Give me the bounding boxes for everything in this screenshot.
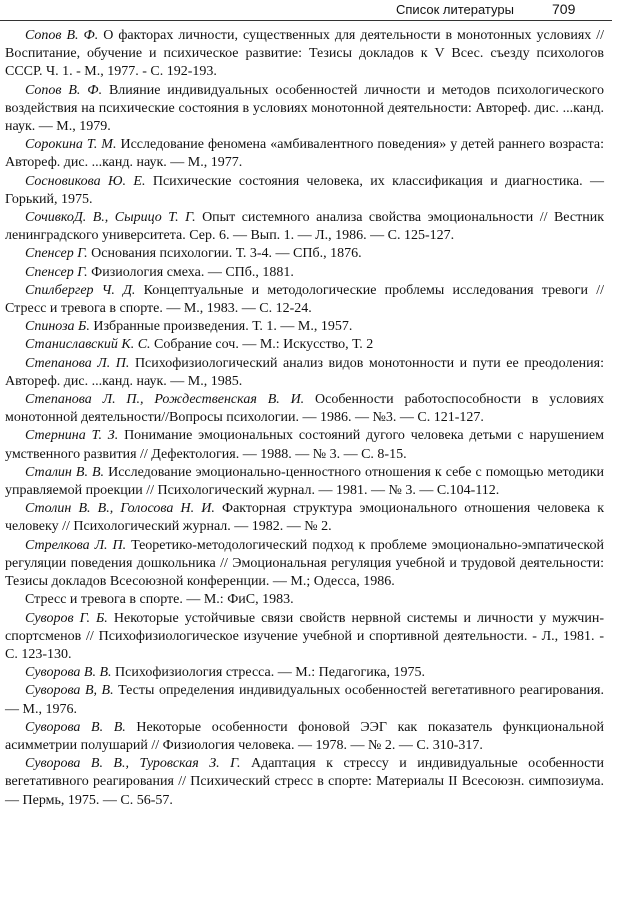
reference-text: Стресс и тревога в спорте. — М.: ФиС, 1983. xyxy=(25,592,294,608)
reference-entry xyxy=(5,427,604,463)
reference-text: Теоретико-методологический подход к проблеме эмоционально-эмпатической регуляции поведения дошкольника // Эмоциональная регуляция учебной и трудовой деятельности: Тезисы докладов Всесоюзной конференции. — М.; Одесса, 1986. xyxy=(5,537,604,590)
reference-entry xyxy=(5,755,604,810)
page-header xyxy=(0,0,620,22)
reference-text: О факторах личности, существенных для деятельности в монотонных условиях //Воспитание, обучение и психическое развитие: Тезисы докладов к V Всес. съезду психологов СССР. Ч. 1. - М., 1977. - С. 192-193. xyxy=(5,28,605,80)
reference-text: Основания психологии. Т. 3-4. — СПб., 1876. xyxy=(87,246,362,262)
running-title: Список литературы xyxy=(396,2,514,17)
reference-author: Суворов Г. Б. xyxy=(25,610,108,626)
reference-entry xyxy=(5,610,604,665)
reference-text: Концептуальные и методологические проблемы исследования тревоги // Стресс и тревога в спорте. — М., 1983. — С. 12-24. xyxy=(5,282,604,317)
reference-author: Станиславский К. С. xyxy=(25,337,151,353)
reference-author: Спиноза Б. xyxy=(25,319,90,335)
reference-text: Тесты определения индивидуальных особенностей вегетативного реагирования. — М., 1976. xyxy=(5,683,604,717)
reference-author: Сопов В. Ф. xyxy=(25,28,99,43)
reference-entry xyxy=(5,591,604,609)
reference-text: Психофизиологический анализ видов монотонности и пути ее преодоления: Автореф. дис. ...канд. наук. — М., 1985. xyxy=(5,355,604,389)
reference-text: Понимание эмоциональных состояний дугого человека детьми с нарушением умственного развития // Дефектология. — 1988. — № 3. — С. 8-15. xyxy=(5,428,604,462)
reference-entry xyxy=(5,209,604,245)
reference-author: Степанова Л. П. xyxy=(25,355,130,371)
reference-text: Некоторые особенности фоновой ЭЭГ как показатель функциональной асимметрии полушарий // Физиология человека. — 1978. — № 2. — С. 310-317. xyxy=(5,719,604,753)
reference-entry xyxy=(5,500,604,536)
reference-author: Спенсер Г. xyxy=(25,264,88,280)
reference-list xyxy=(5,27,604,810)
page-number: 709 xyxy=(552,1,576,17)
reference-entry xyxy=(5,355,604,391)
reference-entry xyxy=(5,82,604,137)
reference-author: Степанова Л. П., Рождественская В. И. xyxy=(25,392,305,408)
reference-text: Некоторые устойчивые связи свойств нервной системы и личности у мужчин-спортсменов // Психофизиологическое изучение учебной и спортивной деятельности. - Л., 1981. - С. 123-130. xyxy=(5,610,604,662)
reference-author: Суворова В. В., Туровская З. Г. xyxy=(25,756,241,772)
reference-entry xyxy=(5,318,604,336)
reference-author: Сорокина Т. М. xyxy=(25,137,117,153)
reference-entry xyxy=(5,245,604,263)
reference-entry xyxy=(5,264,604,282)
reference-text: Факторная структура эмоционального отношения человека к человеку // Психологический журнал. — 1982. — № 2. xyxy=(5,501,604,535)
reference-entry xyxy=(5,136,604,172)
reference-text: Психофизиология стресса. — М.: Педагогика, 1975. xyxy=(111,665,425,681)
reference-entry xyxy=(5,391,604,427)
reference-entry xyxy=(5,282,604,318)
reference-text: Избранные произведения. Т. 1. — М., 1957. xyxy=(89,319,353,335)
reference-text: Физиология смеха. — СПб., 1881. xyxy=(87,264,294,280)
reference-author: Суворова В. В. xyxy=(25,665,112,681)
reference-author: Спенсер Г. xyxy=(25,246,88,262)
reference-author: Суворова В. В. xyxy=(25,719,126,735)
reference-text: Психические состояния человека, их классификация и диагностика. — Горький, 1975. xyxy=(5,173,605,207)
reference-text: Исследование эмоционально-ценностного отношения к себе с помощью методики управляемой проекции // Психологический журнал. — 1981. — № 3. — С.104-112. xyxy=(5,464,604,499)
reference-text: Собрание соч. — М.: Искусство, Т. 2 xyxy=(150,337,374,353)
reference-entry xyxy=(5,27,604,82)
reference-text: Адаптация к стрессу и индивидуальные особенности вегетативного реагирования // Психический стресс в спорте: Материалы II Всесоюзн. симпозиума. — Пермь, 1975. — С. 56-57. xyxy=(5,756,605,808)
reference-text: Особенности работоспособности в условиях монотонной деятельности//Вопросы психологии. — 1986. — №3. — С. 121-127. xyxy=(5,392,604,426)
reference-text: Исследование феномена «амбивалентного поведения» у детей раннего возраста: Автореф. дис. ...канд. наук. — М., 1977. xyxy=(5,137,604,171)
reference-entry xyxy=(5,336,604,354)
reference-text: Опыт системного анализа свойства эмоциональности // Вестник ленинградского университета. Сер. 6. — Вып. 1. — Л., 1986. — С. 125-127. xyxy=(5,210,604,244)
reference-entry xyxy=(5,464,604,500)
reference-author: Суворова В, В. xyxy=(25,683,114,699)
header-rule xyxy=(0,20,612,21)
reference-entry xyxy=(5,664,604,682)
reference-entry xyxy=(5,682,604,718)
reference-text: Влияние индивидуальных особенностей личности и методов психологического воздействия на психические состояния в условиях монотонной деятельности: Автореф. дис. ...канд. наук. — М., 1979. xyxy=(5,82,604,135)
reference-author: Стрелкова Л. П. xyxy=(25,537,127,553)
reference-author: Сталин В. В. xyxy=(25,464,105,480)
reference-author: Стернина Т. З. xyxy=(25,428,119,444)
reference-entry xyxy=(5,719,604,755)
reference-entry xyxy=(5,537,604,592)
reference-author: Сопов В. Ф. xyxy=(25,82,103,98)
reference-author: Столин В. В., Голосова Н. И. xyxy=(25,501,215,517)
reference-author: СочивкоД. В., Сырицо Т. Г. xyxy=(25,210,196,226)
reference-entry xyxy=(5,173,604,209)
reference-author: Спилбергер Ч. Д. xyxy=(25,282,136,298)
reference-author: Сосновикова Ю. Е. xyxy=(25,173,146,189)
